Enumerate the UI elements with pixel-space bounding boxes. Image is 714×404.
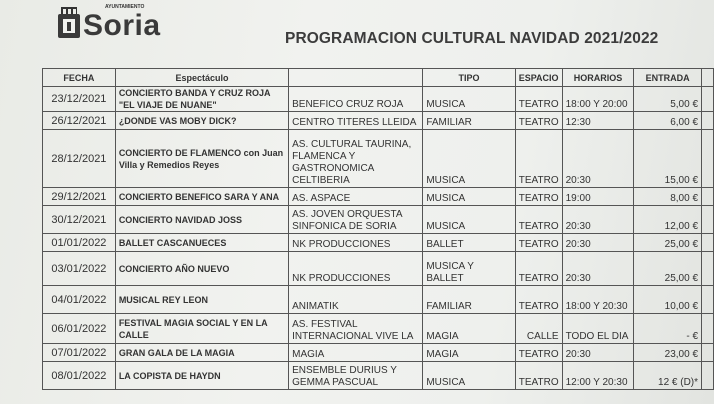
header-fecha: FECHA	[43, 69, 116, 87]
cell-espacio: TEATRO	[515, 188, 562, 206]
cell-extra	[702, 344, 714, 362]
logo-subtitle: AYUNTAMIENTO	[105, 4, 145, 10]
cell-espectaculo: CONCIERTO BENEFICO SARA Y ANA	[115, 188, 288, 206]
cell-extra	[702, 112, 714, 130]
cell-espacio: TEATRO	[515, 234, 562, 252]
cell-tipo: FAMILIAR	[423, 112, 515, 130]
cell-horarios: 19:00	[562, 188, 634, 206]
cell-organizador: CENTRO TITERES LLEIDA	[289, 112, 423, 130]
cell-horarios: TODO EL DIA	[562, 314, 634, 344]
cell-fecha: 28/12/2021	[43, 130, 116, 188]
cell-espectaculo: BALLET CASCANUECES	[115, 234, 288, 252]
cell-extra	[702, 234, 714, 252]
cell-tipo: FAMILIAR	[423, 286, 515, 314]
cell-fecha: 26/12/2021	[43, 112, 116, 130]
cell-extra	[702, 130, 714, 188]
cell-tipo: MUSICA	[423, 362, 515, 390]
cell-tipo: MAGIA	[423, 344, 515, 362]
cell-espacio: TEATRO	[515, 112, 562, 130]
cell-organizador: NK PRODUCCIONES	[289, 234, 423, 252]
cell-fecha: 08/01/2022	[43, 362, 116, 390]
cell-espacio: TEATRO	[515, 362, 562, 390]
header-horarios: HORARIOS	[562, 69, 634, 87]
cell-entrada: 15,00 €	[634, 130, 702, 188]
cell-horarios: 20:30	[562, 252, 634, 286]
cell-espacio: TEATRO	[515, 252, 562, 286]
table-row	[43, 252, 714, 286]
cell-entrada: 6,00 €	[634, 112, 702, 130]
cell-espacio: TEATRO	[515, 344, 562, 362]
cell-entrada: 10,00 €	[634, 286, 702, 314]
cell-tipo: MUSICA	[423, 87, 515, 112]
cell-tipo: MUSICA	[423, 188, 515, 206]
table-header-row	[43, 69, 714, 87]
cell-horarios: 20:30	[562, 344, 634, 362]
table-row	[43, 286, 714, 314]
cell-entrada: 23,00 €	[634, 344, 702, 362]
cell-espectaculo: ¿DONDE VAS MOBY DICK?	[115, 112, 288, 130]
cell-espacio: CALLE	[515, 314, 562, 344]
cell-espectaculo: GRAN GALA DE LA MAGIA	[115, 344, 288, 362]
header-espectaculo: Espectáculo	[115, 69, 288, 87]
cell-espacio: TEATRO	[515, 130, 562, 188]
table-row	[43, 87, 714, 112]
cell-fecha: 23/12/2021	[43, 87, 116, 112]
header-entrada: ENTRADA	[634, 69, 702, 87]
cell-extra	[702, 188, 714, 206]
cell-organizador: AS. FESTIVAL INTERNACIONAL VIVE LA	[289, 314, 423, 344]
cell-horarios: 20:30	[562, 130, 634, 188]
schedule-table	[42, 68, 714, 390]
cell-horarios: 12:30	[562, 112, 634, 130]
table-row	[43, 112, 714, 130]
cell-fecha: 06/01/2022	[43, 314, 116, 344]
table-row	[43, 234, 714, 252]
cell-horarios: 18:00 Y 20:00	[562, 87, 634, 112]
cell-fecha: 30/12/2021	[43, 206, 116, 234]
cell-fecha: 29/12/2021	[43, 188, 116, 206]
cell-extra	[702, 206, 714, 234]
cell-espectaculo: CONCIERTO NAVIDAD JOSS	[115, 206, 288, 234]
coat-of-arms-icon	[58, 14, 80, 38]
header-organizador	[289, 69, 423, 87]
cell-horarios: 20:30	[562, 234, 634, 252]
cell-organizador: NK PRODUCCIONES	[289, 252, 423, 286]
cell-organizador: ANIMATIK	[289, 286, 423, 314]
cell-tipo: MAGIA	[423, 314, 515, 344]
cell-espectaculo: CONCIERTO BANDA Y CRUZ ROJA "EL VIAJE DE NUANE"	[115, 87, 288, 112]
cell-horarios: 12:00 Y 20:30	[562, 362, 634, 390]
header-espacio: ESPACIO	[515, 69, 562, 87]
cell-entrada: 5,00 €	[634, 87, 702, 112]
cell-espectaculo: FESTIVAL MAGIA SOCIAL Y EN LA CALLE	[115, 314, 288, 344]
cell-entrada: 25,00 €	[634, 234, 702, 252]
table-row	[43, 206, 714, 234]
table-row	[43, 344, 714, 362]
cell-extra	[702, 252, 714, 286]
logo-name: Soria	[83, 9, 161, 42]
cell-tipo: MUSICA	[423, 206, 515, 234]
cell-espacio: TEATRO	[515, 286, 562, 314]
soria-logo	[58, 4, 161, 41]
header-extra	[702, 69, 714, 87]
cell-entrada: 12 € (D)*	[634, 362, 702, 390]
cell-horarios: 20:30	[562, 206, 634, 234]
cell-organizador: MAGIA	[289, 344, 423, 362]
crown-icon	[61, 7, 77, 14]
cell-organizador: ENSEMBLE DURIUS Y GEMMA PASCUAL	[289, 362, 423, 390]
cell-extra	[702, 286, 714, 314]
cell-tipo: BALLET	[423, 234, 515, 252]
cell-espectaculo: CONCIERTO AÑO NUEVO	[115, 252, 288, 286]
cell-fecha: 04/01/2022	[43, 286, 116, 314]
cell-entrada: 25,00 €	[634, 252, 702, 286]
cell-fecha: 07/01/2022	[43, 344, 116, 362]
cell-extra	[702, 87, 714, 112]
cell-entrada: 8,00 €	[634, 188, 702, 206]
page-title: PROGRAMACION CULTURAL NAVIDAD 2021/2022	[285, 30, 659, 47]
cell-organizador: AS. JOVEN ORQUESTA SINFONICA DE SORIA	[289, 206, 423, 234]
cell-fecha: 01/01/2022	[43, 234, 116, 252]
cell-horarios: 18:00 Y 20:30	[562, 286, 634, 314]
cell-espectaculo: MUSICAL REY LEON	[115, 286, 288, 314]
cell-espectaculo: LA COPISTA DE HAYDN	[115, 362, 288, 390]
cell-organizador: AS. ASPACE	[289, 188, 423, 206]
cell-espectaculo: CONCIERTO DE FLAMENCO con Juan Villa y Remedios Reyes	[115, 130, 288, 188]
header-tipo: TIPO	[423, 69, 515, 87]
cell-tipo: MUSICA	[423, 130, 515, 188]
cell-extra	[702, 362, 714, 390]
cell-organizador: AS. CULTURAL TAURINA, FLAMENCA Y GASTRONOMICA CELTIBERIA	[289, 130, 423, 188]
cell-entrada: - €	[634, 314, 702, 344]
table-row	[43, 314, 714, 344]
cell-espacio: TEATRO	[515, 206, 562, 234]
table-row	[43, 130, 714, 188]
table-row	[43, 188, 714, 206]
cell-espacio: TEATRO	[515, 87, 562, 112]
cell-fecha: 03/01/2022	[43, 252, 116, 286]
cell-entrada: 12,00 €	[634, 206, 702, 234]
cell-tipo: MUSICA Y BALLET	[423, 252, 515, 286]
table-row	[43, 362, 714, 390]
cell-organizador: BENEFICO CRUZ ROJA	[289, 87, 423, 112]
cell-extra	[702, 314, 714, 344]
